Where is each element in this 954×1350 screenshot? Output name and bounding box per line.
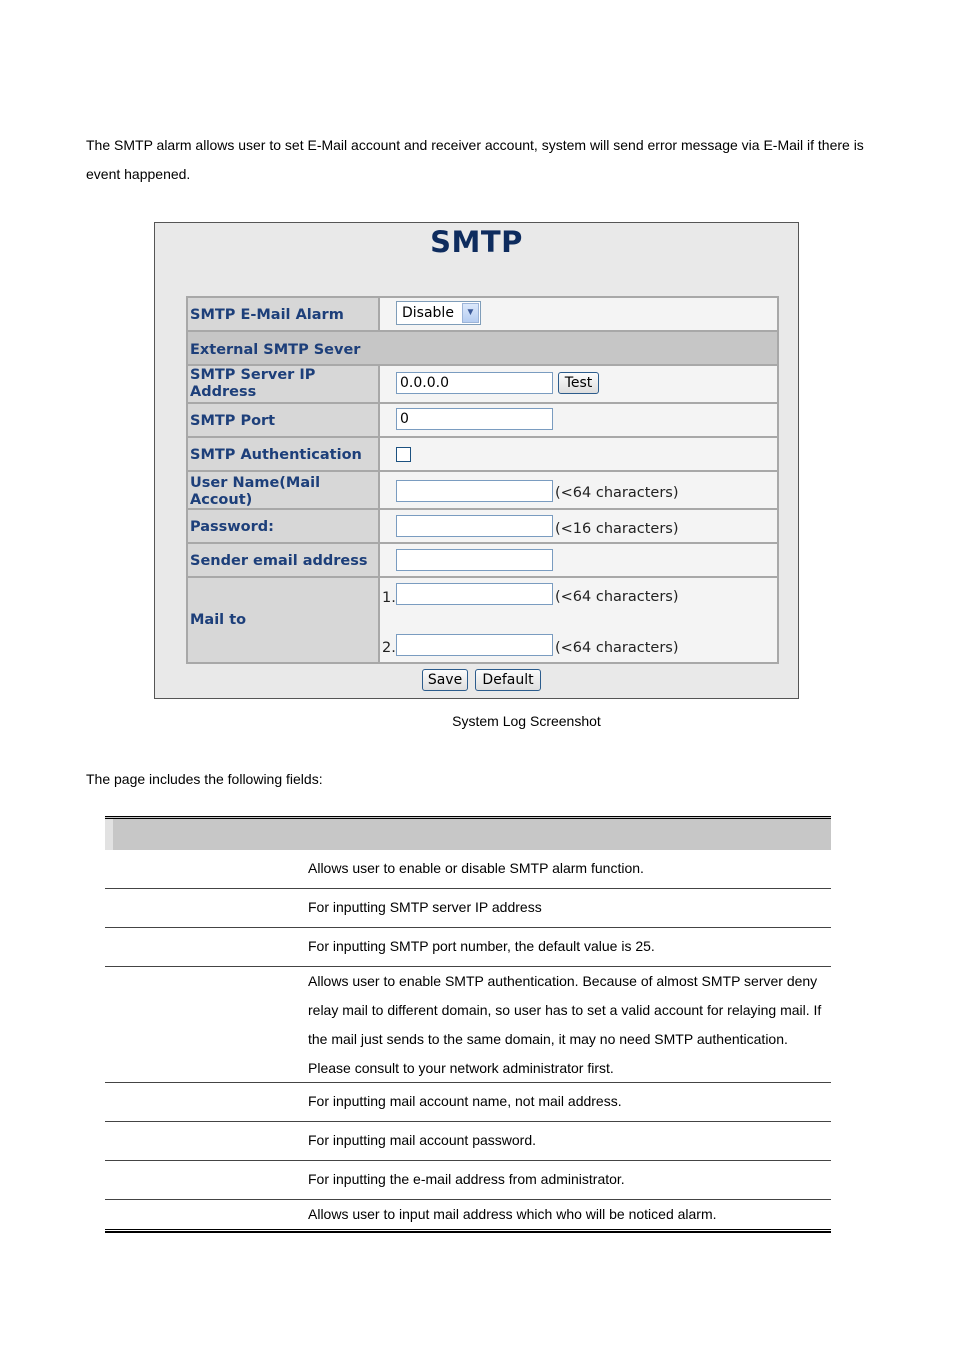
section-external-smtp-server: External SMTP Sever	[190, 342, 361, 358]
field-description: For inputting SMTP server IP address	[308, 899, 542, 915]
field-description: Allows user to enable or disable SMTP alarm function.	[308, 860, 644, 876]
smtp-authentication-label: SMTP Authentication	[190, 447, 362, 463]
row-smtp-email-alarm	[186, 296, 779, 332]
fields-table-header	[105, 816, 831, 850]
smtp-server-ip-input[interactable]: 0.0.0.0	[396, 372, 553, 394]
user-name-input[interactable]	[396, 480, 553, 502]
field-description: Allows user to input mail address which who will be noticed alarm.	[308, 1206, 717, 1222]
smtp-title: SMTP	[430, 225, 523, 259]
user-name-label: User Name(Mail Accout)	[190, 475, 321, 508]
smtp-port-input[interactable]: 0	[396, 408, 553, 430]
table-row	[105, 928, 831, 967]
field-description: For inputting the e-mail address from administrator.	[308, 1171, 625, 1187]
row-external-smtp-server	[186, 330, 779, 366]
mail-to-label: Mail to	[190, 612, 247, 628]
field-description: For inputting mail account name, not mail address.	[308, 1093, 622, 1109]
chevron-down-icon[interactable]: ▼	[462, 303, 479, 323]
smtp-email-alarm-value: Disable	[402, 305, 454, 321]
smtp-email-alarm-select[interactable]	[396, 301, 481, 325]
row-sender-email	[186, 542, 779, 578]
mail-to-2-number: 2.	[382, 640, 396, 656]
field-description: Allows user to enable SMTP authentication. Because of almost SMTP server deny relay mail to different domain, so user has to set a valid account for relaying mail. If the mail just sends to the same domain, it may no need SMTP authentication. Please consult to your network administrator first.	[308, 973, 822, 1076]
mail-to-1-number: 1.	[382, 590, 396, 606]
password-input[interactable]	[396, 515, 553, 537]
row-smtp-server-ip	[186, 364, 779, 404]
default-button[interactable]: Default	[475, 669, 541, 691]
mail-to-2-hint: (<64 characters)	[555, 640, 679, 656]
row-smtp-authentication	[186, 436, 779, 472]
smtp-server-ip-label: SMTP Server IP Address	[190, 367, 316, 400]
table-row	[105, 967, 831, 1083]
row-user-name	[186, 470, 779, 510]
table-row	[105, 1161, 831, 1200]
mail-to-2-input[interactable]	[396, 634, 553, 656]
table-row	[105, 889, 831, 928]
row-password	[186, 508, 779, 544]
table-row	[105, 1122, 831, 1161]
smtp-port-label: SMTP Port	[190, 413, 276, 429]
mail-to-1-hint: (<64 characters)	[555, 589, 679, 605]
row-mail-to	[186, 576, 779, 664]
field-description: For inputting SMTP port number, the default value is 25.	[308, 938, 655, 954]
test-button[interactable]: Test	[558, 372, 599, 394]
user-name-hint: (<64 characters)	[555, 485, 679, 501]
row-smtp-port	[186, 402, 779, 438]
table-row	[105, 850, 831, 889]
table-row	[105, 1083, 831, 1122]
mail-to-1-input[interactable]	[396, 583, 553, 605]
smtp-email-alarm-label: SMTP E-Mail Alarm	[190, 307, 344, 323]
smtp-authentication-checkbox[interactable]	[396, 447, 411, 462]
smtp-screenshot	[154, 222, 799, 699]
password-hint: (<16 characters)	[555, 521, 679, 537]
save-button[interactable]: Save	[422, 669, 468, 691]
field-description: For inputting mail account password.	[308, 1132, 536, 1148]
sender-email-input[interactable]	[396, 549, 553, 571]
sender-email-label: Sender email address	[190, 553, 368, 569]
password-label: Password:	[190, 519, 274, 535]
table-row	[105, 1200, 831, 1229]
fields-lead-text: The page includes the following fields:	[86, 771, 323, 787]
table-bottom-rule	[105, 1229, 831, 1233]
intro-paragraph: The SMTP alarm allows user to set E-Mail account and receiver account, system will send error message via E-Mail if there is event happened.	[86, 137, 864, 182]
figure-caption: System Log Screenshot	[452, 713, 601, 729]
